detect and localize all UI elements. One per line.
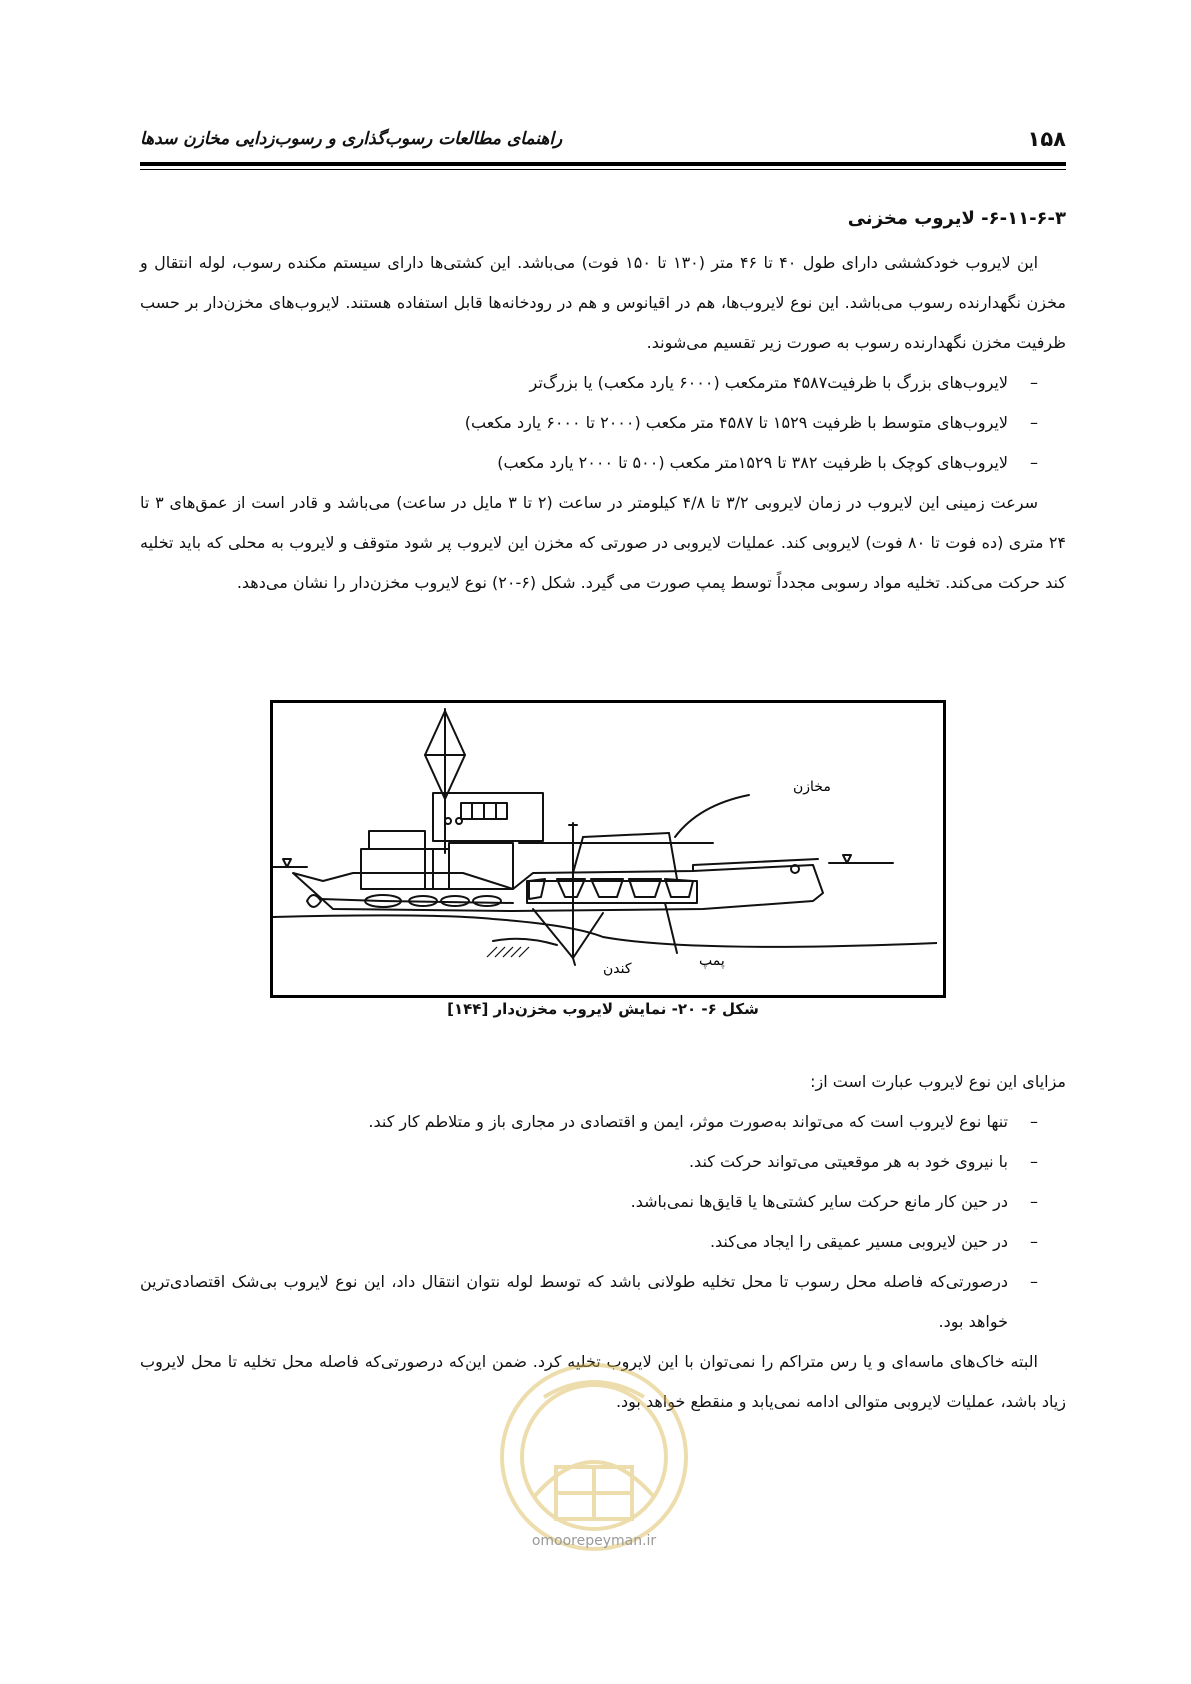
label-pump: پمپ: [699, 953, 725, 969]
list-item: – لایروب‌های متوسط با ظرفیت ۱۵۲۹ تا ۴۵۸۷ متر مکعب (۲۰۰۰ تا ۶۰۰۰ یارد مکعب): [140, 403, 1038, 443]
label-tanks: مخازن: [793, 779, 831, 795]
list-item: – در حین کار مانع حرکت سایر کشتی‌ها یا قایق‌ها نمی‌باشد.: [140, 1182, 1038, 1222]
figure-hopper-dredger: [270, 700, 946, 998]
paragraph-intro: این لایروب خودکششی دارای طول ۴۰ تا ۴۶ متر (۱۳۰ تا ۱۵۰ فوت) می‌باشد. این کشتی‌ها دارای سیستم مکنده رسوب، لوله انتقال و مخزن نگهدارنده رسوب می‌باشد. این نوع لایروب‌ها، هم در اقیانوس و هم در رودخانه‌ها قابل استفاده هستند. لایروب‌های مخزن‌دار بر حسب ظرفیت مخزن نگهدارنده رسوب به صورت زیر تقسیم می‌شوند.: [140, 253, 1066, 352]
seal-logo-icon: [494, 1322, 694, 1592]
hopper-tanks: [527, 881, 697, 903]
figure-caption: شکل ۶- ۲۰- نمایش لایروب مخزن‌دار [۱۴۴]: [447, 1000, 759, 1018]
waterline-marker: [843, 855, 851, 863]
tanks-pointer: [675, 795, 749, 837]
advantages-list: [140, 1102, 1066, 1342]
propeller: [307, 895, 321, 907]
paragraph-limitations: البته خاک‌های ماسه‌ای و یا رس متراکم را نمی‌توان با این لایروب تخلیه کرد. ضمن این‌که درصورتی‌که فاصله محل تخلیه تا محل لایروب زیاد باشد، عملیات لایروبی متوالی ادامه نمی‌یابد و منقطع خواهد بود.: [140, 1352, 1066, 1411]
header-rule-thin: [140, 169, 1066, 170]
capacity-list: [140, 363, 1066, 483]
list-item: – لایروب‌های کوچک با ظرفیت ۳۸۲ تا ۱۵۲۹متر مکعب (۵۰۰ تا ۲۰۰۰ یارد مکعب): [140, 443, 1038, 483]
header-rule: [140, 162, 1066, 166]
page-number: ۱۵۸: [1027, 127, 1066, 151]
label-dig: کندن: [603, 961, 632, 977]
waterline-marker: [283, 859, 291, 867]
main-content: [140, 208, 1066, 603]
advantages-intro: مزایای این نوع لایروب عبارت است از:: [810, 1072, 1066, 1091]
paragraph-speed: سرعت زمینی این لایروب در زمان لایروبی ۳/۲ تا ۴/۸ کیلومتر در ساعت (۲ تا ۳ مایل در ساعت) می‌باشد و قادر است از عمق‌های ۳ تا ۲۴ متری (ده فوت تا ۸۰ فوت) لایروبی کند. عملیات لایروبی در صورتی که مخزن این لایروب پر شود متوقف و لایروب به محلی که باید تخلیه کند حرکت می‌کند. تخلیه مواد رسوبی مجدداً توسط پمپ صورت می گیرد. شکل (۶-۲۰) نوع لایروب مخزن‌دار را نشان می‌دهد.: [140, 493, 1067, 592]
list-item: – در حین لایروبی مسیر عمیقی را ایجاد می‌کند.: [140, 1222, 1038, 1262]
list-item: – لایروب‌های بزرگ با ظرفیت۴۵۸۷ مترمکعب (۶۰۰۰ یارد مکعب) یا بزرگ‌تر: [140, 363, 1038, 403]
running-title: راهنمای مطالعات رسوب‌گذاری و رسوب‌زدایی مخازن سدها: [140, 129, 563, 149]
deckhouse-lower: [369, 831, 425, 849]
page-header: [140, 118, 1066, 160]
watermark-text: omoorepeyman.ir: [531, 1533, 657, 1549]
list-item: – تنها نوع لایروب است که می‌تواند به‌صورت موثر، ایمن و اقتصادی در مجاری باز و متلاطم کار کند.: [140, 1102, 1038, 1142]
list-item: – با نیروی خود به هر موقعیتی می‌تواند حرکت کند.: [140, 1142, 1038, 1182]
list-item: – درصورتی‌که فاصله محل رسوب تا محل تخلیه طولانی باشد که توسط لوله نتوان انتقال داد، این نوع لایروب بی‌شک اقتصادی‌ترین خواهد بود.: [140, 1262, 1038, 1342]
section-title: ۶-۱۱-۶-۳- لایروب مخزنی: [847, 208, 1066, 229]
deckhouse-upper: [433, 793, 543, 841]
sea-bed: [273, 915, 937, 946]
dredger-illustration: [273, 703, 937, 989]
